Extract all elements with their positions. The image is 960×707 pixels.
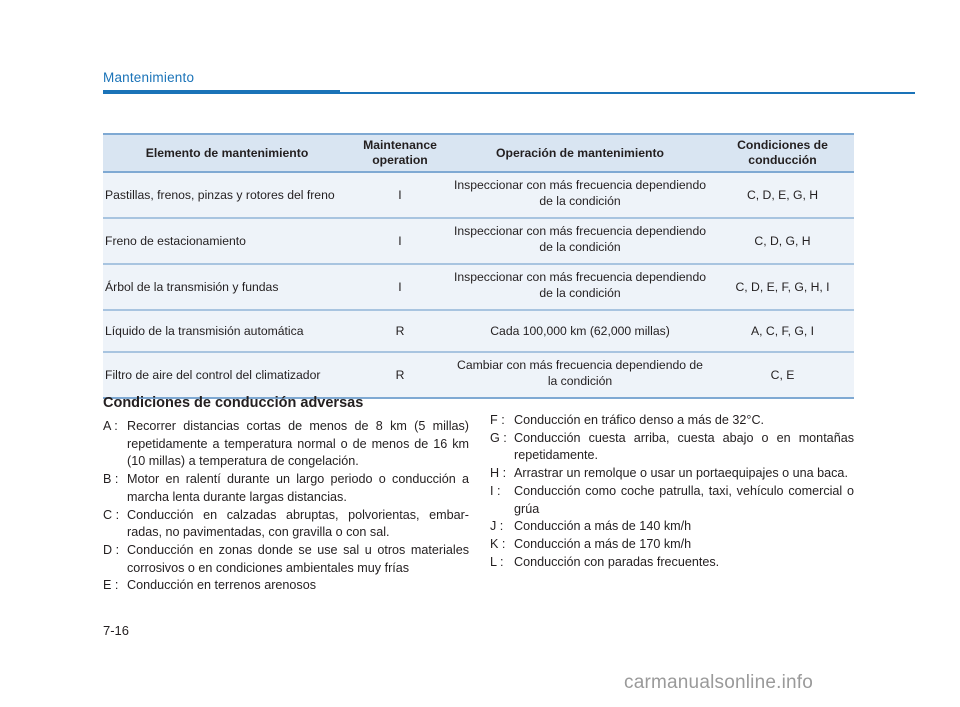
list-text: Conducción cuesta arriba, cuesta abajo o en montañas repetidamente.: [514, 430, 854, 463]
cell-operation: Inspeccionar con más frecuencia dependiendo de la condición: [449, 264, 711, 310]
list-item: [490, 430, 854, 465]
list-item: [490, 465, 854, 483]
page-number: 7-16: [103, 623, 130, 638]
cell-op: I: [351, 264, 449, 310]
list-text: Conducción como coche patrulla, taxi, vehículo comercial o grúa: [514, 483, 854, 516]
list-text: Conducción en tráfico denso a más de 32°C.: [514, 413, 765, 427]
list-key: K :: [490, 536, 506, 551]
cell-operation: Inspeccionar con más frecuencia dependiendo de la condición: [449, 218, 711, 264]
cell-item: Pastillas, frenos, pinzas y rotores del freno: [103, 172, 351, 218]
list-key: E :: [103, 578, 119, 593]
header-op: Maintenance operation: [351, 134, 449, 172]
cell-item: Líquido de la transmisión automática: [103, 310, 351, 352]
cell-item: Árbol de la transmisión y fundas: [103, 264, 351, 310]
table-header-row: [103, 134, 854, 172]
cell-conditions: C, D, E, F, G, H, I: [711, 264, 854, 310]
list-item: [490, 518, 854, 536]
watermark: carmanualsonline.info: [624, 672, 814, 693]
header-operation: Operación de mantenimiento: [449, 134, 711, 172]
header-rule-thin: [340, 92, 915, 94]
maintenance-table: [103, 133, 854, 399]
adverse-list-left: [103, 418, 469, 595]
table-row: [103, 218, 854, 264]
cell-conditions: C, D, E, G, H: [711, 172, 854, 218]
cell-conditions: A, C, F, G, I: [711, 310, 854, 352]
adverse-list-right: [490, 412, 854, 571]
list-text: Recorrer distancias cortas de menos de 8 km (5 millas) repetidamente a temperatura normal o de menos de 16 km (10 millas) a temperatura de congelación.: [127, 419, 469, 469]
cell-op: R: [351, 352, 449, 398]
list-text: Motor en ralentí durante un largo periodo o conducción a marcha lenta durante largas distancias.: [127, 472, 469, 504]
list-text: Conducción en calzadas abruptas, polvorientas, embar-radas, no pavimentadas, con gravilla o con sal.: [127, 507, 469, 540]
list-text: Arrastrar un remolque o usar un portaequipajes o una baca.: [514, 466, 848, 481]
cell-conditions: C, E: [711, 352, 854, 398]
list-key: B :: [103, 472, 119, 487]
list-item: [103, 542, 469, 577]
header-conditions: Condiciones de conducción: [711, 134, 854, 172]
list-key: I :: [490, 483, 501, 498]
list-key: D :: [103, 542, 120, 557]
list-key: J :: [490, 519, 504, 534]
list-key: F :: [490, 413, 505, 427]
list-item: [103, 418, 469, 471]
list-text: Conducción a más de 170 km/h: [514, 536, 692, 551]
list-key: G :: [490, 430, 507, 445]
list-key: C :: [103, 507, 120, 522]
list-key: L :: [490, 554, 504, 569]
cell-op: I: [351, 218, 449, 264]
list-text: Conducción a más de 140 km/h: [514, 519, 692, 534]
adverse-conditions-heading: Condiciones de conducción adversas: [103, 395, 364, 411]
section-title: Mantenimiento: [103, 70, 195, 85]
cell-item: Freno de estacionamiento: [103, 218, 351, 264]
list-item: [103, 507, 469, 542]
table-row: [103, 264, 854, 310]
cell-op: I: [351, 172, 449, 218]
list-text: Conducción en zonas donde se use sal u otros materiales corrosivos o en condiciones ambientales muy frías: [127, 542, 469, 575]
cell-item: Filtro de aire del control del climatizador: [103, 352, 351, 398]
list-item: [103, 577, 469, 595]
list-item: [490, 483, 854, 518]
cell-op: R: [351, 310, 449, 352]
list-key: H :: [490, 466, 507, 481]
cell-operation: Cada 100,000 km (62,000 millas): [449, 310, 711, 352]
list-text: Conducción en terrenos arenosos: [127, 578, 317, 593]
cell-operation: Cambiar con más frecuencia dependiendo de la condición: [449, 352, 711, 398]
list-item: [490, 412, 854, 430]
list-item: [490, 536, 854, 554]
cell-operation: Inspeccionar con más frecuencia dependiendo de la condición: [449, 172, 711, 218]
cell-conditions: C, D, G, H: [711, 218, 854, 264]
table-row: [103, 172, 854, 218]
header-rule-thick: [103, 90, 340, 94]
list-item: [103, 471, 469, 506]
list-text: Conducción con paradas frecuentes.: [514, 554, 720, 569]
list-key: A :: [103, 419, 118, 433]
table-row: [103, 310, 854, 352]
header-item: Elemento de mantenimiento: [103, 134, 351, 172]
table-row: [103, 352, 854, 398]
list-item: [490, 554, 854, 572]
